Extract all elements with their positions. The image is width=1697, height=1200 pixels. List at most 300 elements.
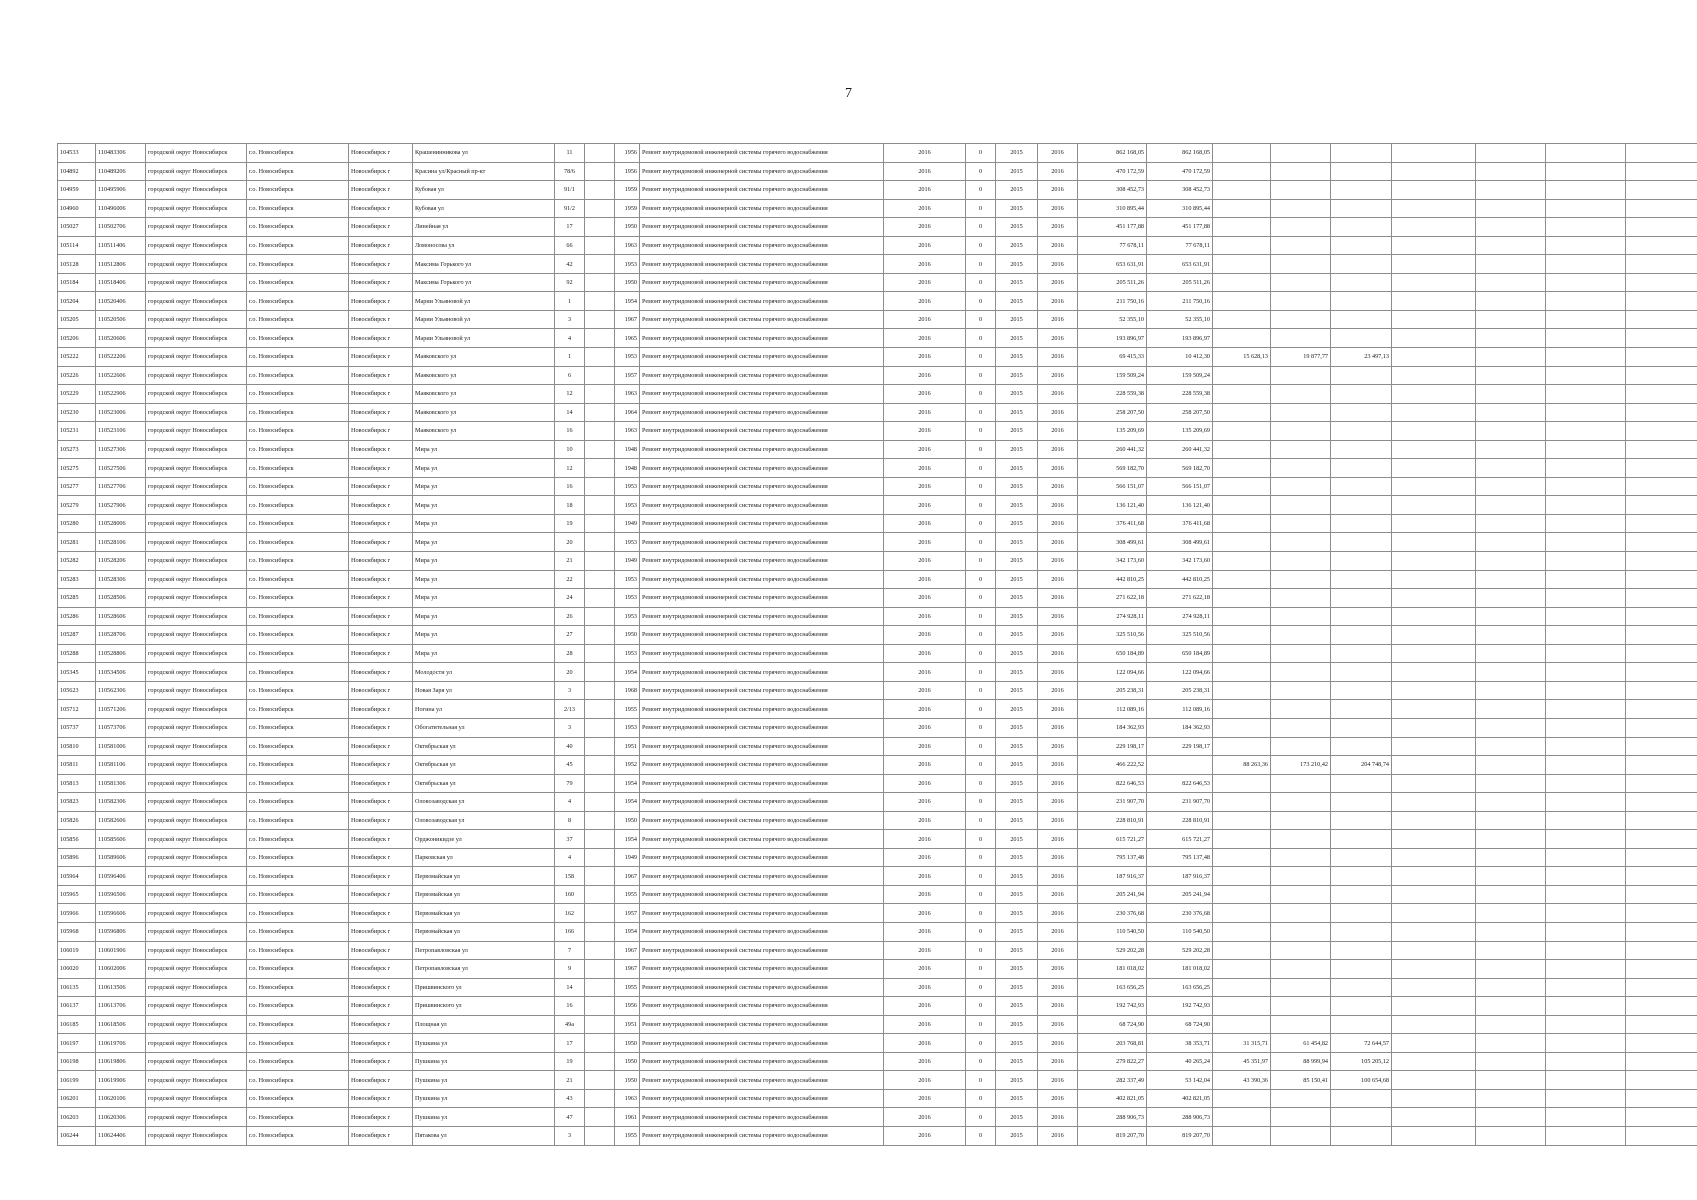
table-cell: городской округ Новосибирск: [146, 663, 247, 682]
table-cell: 14: [555, 403, 585, 422]
table-cell: Новосибирск г: [349, 255, 413, 274]
table-cell: Ремонт внутридомовой инженерной системы горячего водоснабжения: [640, 329, 884, 348]
table-cell: 308 499,61: [1147, 533, 1213, 552]
table-cell: 2016: [1038, 514, 1078, 533]
table-cell: 10: [555, 440, 585, 459]
table-cell: Ремонт внутридомовой инженерной системы горячего водоснабжения: [640, 681, 884, 700]
table-cell: городской округ Новосибирск: [146, 811, 247, 830]
table-cell: 110602006: [96, 960, 146, 979]
table-cell: [1392, 830, 1476, 849]
table-cell: Новосибирск г: [349, 292, 413, 311]
table-cell: [1213, 626, 1271, 645]
table-cell: 110562306: [96, 681, 146, 700]
table-cell: Ремонт внутридомовой инженерной системы горячего водоснабжения: [640, 292, 884, 311]
table-cell: Ремонт внутридомовой инженерной системы горячего водоснабжения: [640, 756, 884, 775]
table-cell: [1392, 440, 1476, 459]
table-cell: Ремонт внутридомовой инженерной системы горячего водоснабжения: [640, 199, 884, 218]
table-cell: 2016: [884, 348, 966, 367]
table-cell: [1476, 1071, 1546, 1090]
table-cell: [1476, 830, 1546, 849]
table-cell: 2015: [996, 1071, 1038, 1090]
table-cell: [1546, 941, 1626, 960]
table-row: [58, 422, 1697, 441]
table-cell: Пушкина ул: [413, 1108, 555, 1127]
table-cell: Новосибирск г: [349, 904, 413, 923]
table-cell: 0: [966, 774, 996, 793]
table-cell: [1331, 589, 1392, 608]
table-cell: 110522206: [96, 348, 146, 367]
table-cell: 104960: [58, 199, 96, 218]
table-row: [58, 718, 1697, 737]
table-cell: 17: [555, 1034, 585, 1053]
table-cell: [1213, 255, 1271, 274]
table-cell: [585, 756, 615, 775]
table-cell: 112 089,16: [1147, 700, 1213, 719]
table-cell: городской округ Новосибирск: [146, 681, 247, 700]
table-cell: [1626, 477, 1697, 496]
table-cell: 653 631,91: [1147, 255, 1213, 274]
table-cell: [1213, 403, 1271, 422]
table-cell: 2016: [1038, 255, 1078, 274]
table-body: [58, 144, 1697, 1146]
table-cell: г.о. Новосибирск: [247, 459, 349, 478]
table-cell: [585, 848, 615, 867]
table-cell: [585, 1034, 615, 1053]
table-cell: [1546, 1052, 1626, 1071]
table-cell: [1546, 403, 1626, 422]
table-cell: [1213, 477, 1271, 496]
table-cell: [1392, 533, 1476, 552]
table-cell: [585, 348, 615, 367]
table-cell: 110620106: [96, 1089, 146, 1108]
table-cell: 1961: [615, 1108, 640, 1127]
table-cell: 308 452,73: [1147, 181, 1213, 200]
table-cell: Новосибирск г: [349, 1089, 413, 1108]
table-cell: Новосибирск г: [349, 403, 413, 422]
table-cell: 23 497,13: [1331, 348, 1392, 367]
table-cell: г.о. Новосибирск: [247, 867, 349, 886]
table-cell: 2016: [1038, 589, 1078, 608]
table-cell: [1331, 811, 1392, 830]
table-cell: [1271, 403, 1331, 422]
table-cell: [1546, 329, 1626, 348]
table-row: [58, 941, 1697, 960]
table-cell: 0: [966, 1034, 996, 1053]
table-cell: 27: [555, 626, 585, 645]
table-cell: [1271, 366, 1331, 385]
table-cell: [1331, 514, 1392, 533]
table-cell: 31 315,71: [1213, 1034, 1271, 1053]
table-cell: [1476, 218, 1546, 237]
table-cell: 72 644,57: [1331, 1034, 1392, 1053]
table-cell: 1949: [615, 848, 640, 867]
table-cell: 110613506: [96, 978, 146, 997]
table-cell: 110527506: [96, 459, 146, 478]
table-cell: [585, 1015, 615, 1034]
table-cell: 2016: [884, 570, 966, 589]
table-cell: г.о. Новосибирск: [247, 997, 349, 1016]
table-cell: Мира ул: [413, 477, 555, 496]
table-cell: 2015: [996, 348, 1038, 367]
table-cell: г.о. Новосибирск: [247, 348, 349, 367]
table-cell: 2016: [1038, 885, 1078, 904]
table-cell: Новосибирск г: [349, 162, 413, 181]
table-row: [58, 514, 1697, 533]
table-cell: 271 622,18: [1147, 589, 1213, 608]
table-cell: [1626, 144, 1697, 163]
table-cell: 106201: [58, 1089, 96, 1108]
table-cell: [1271, 848, 1331, 867]
table-cell: 2015: [996, 181, 1038, 200]
table-cell: [1626, 440, 1697, 459]
table-cell: 2015: [996, 644, 1038, 663]
table-cell: [1271, 422, 1331, 441]
table-cell: Новосибирск г: [349, 273, 413, 292]
table-cell: 2015: [996, 218, 1038, 237]
table-cell: городской округ Новосибирск: [146, 440, 247, 459]
table-cell: 110527306: [96, 440, 146, 459]
table-cell: 122 094,66: [1078, 663, 1147, 682]
table-cell: 0: [966, 533, 996, 552]
table-cell: Октябрьская ул: [413, 737, 555, 756]
table-cell: [1626, 348, 1697, 367]
table-cell: [1213, 885, 1271, 904]
table-row: [58, 663, 1697, 682]
table-cell: [1271, 292, 1331, 311]
table-cell: 271 622,18: [1078, 589, 1147, 608]
table-cell: Новосибирск г: [349, 681, 413, 700]
table-cell: 2016: [1038, 830, 1078, 849]
table-cell: 0: [966, 960, 996, 979]
table-cell: [1392, 1071, 1476, 1090]
table-cell: 2016: [884, 199, 966, 218]
table-cell: г.о. Новосибирск: [247, 255, 349, 274]
table-cell: [585, 552, 615, 571]
table-cell: 205 511,26: [1147, 273, 1213, 292]
table-cell: [1546, 144, 1626, 163]
table-cell: Ремонт внутридомовой инженерной системы горячего водоснабжения: [640, 144, 884, 163]
table-cell: Октябрьская ул: [413, 756, 555, 775]
table-cell: [1271, 997, 1331, 1016]
table-cell: Обогатительная ул: [413, 718, 555, 737]
table-cell: [1626, 811, 1697, 830]
table-cell: [1213, 570, 1271, 589]
table-cell: [1271, 681, 1331, 700]
table-cell: 1: [555, 348, 585, 367]
table-cell: [1271, 793, 1331, 812]
table-cell: Новосибирск г: [349, 737, 413, 756]
table-row: [58, 533, 1697, 552]
table-cell: 282 337,49: [1078, 1071, 1147, 1090]
table-cell: 2015: [996, 236, 1038, 255]
table-cell: 376 411,68: [1078, 514, 1147, 533]
table-cell: 187 916,37: [1147, 867, 1213, 886]
table-cell: 819 207,70: [1078, 1126, 1147, 1145]
table-cell: Пушкина ул: [413, 1071, 555, 1090]
table-cell: городской округ Новосибирск: [146, 1034, 247, 1053]
table-cell: 105205: [58, 310, 96, 329]
table-cell: [1626, 422, 1697, 441]
table-cell: 104533: [58, 144, 96, 163]
table-cell: 2015: [996, 440, 1038, 459]
table-cell: [585, 310, 615, 329]
table-cell: [1271, 440, 1331, 459]
table-cell: 2015: [996, 310, 1038, 329]
table-cell: 106137: [58, 997, 96, 1016]
table-cell: Новосибирск г: [349, 960, 413, 979]
table-row: [58, 1052, 1697, 1071]
table-cell: 2016: [1038, 718, 1078, 737]
table-cell: 1953: [615, 348, 640, 367]
table-cell: [1392, 644, 1476, 663]
table-cell: г.о. Новосибирск: [247, 848, 349, 867]
table-cell: 110624406: [96, 1126, 146, 1145]
table-cell: [1626, 514, 1697, 533]
table-row: [58, 885, 1697, 904]
table-cell: [1331, 255, 1392, 274]
table-cell: 2016: [884, 1089, 966, 1108]
table-cell: Новосибирск г: [349, 885, 413, 904]
table-cell: 2015: [996, 885, 1038, 904]
table-cell: г.о. Новосибирск: [247, 941, 349, 960]
table-cell: [1331, 403, 1392, 422]
table-row: [58, 144, 1697, 163]
table-cell: 1963: [615, 236, 640, 255]
table-cell: Максима Горького ул: [413, 273, 555, 292]
table-cell: Ремонт внутридомовой инженерной системы горячего водоснабжения: [640, 589, 884, 608]
table-cell: 106199: [58, 1071, 96, 1090]
table-cell: 228 810,91: [1147, 811, 1213, 830]
table-cell: Ремонт внутридомовой инженерной системы горячего водоснабжения: [640, 904, 884, 923]
table-cell: 2016: [884, 756, 966, 775]
table-cell: Ремонт внутридомовой инженерной системы горячего водоснабжения: [640, 552, 884, 571]
table-row: [58, 626, 1697, 645]
table-cell: 205 241,94: [1078, 885, 1147, 904]
table-cell: 0: [966, 830, 996, 849]
table-cell: 0: [966, 477, 996, 496]
table-cell: [1392, 848, 1476, 867]
table-cell: 2016: [884, 978, 966, 997]
table-cell: Ремонт внутридомовой инженерной системы горячего водоснабжения: [640, 811, 884, 830]
table-cell: 0: [966, 570, 996, 589]
table-cell: 110619806: [96, 1052, 146, 1071]
table-cell: Марии Ульяновой ул: [413, 329, 555, 348]
table-cell: [1271, 181, 1331, 200]
table-cell: [1626, 273, 1697, 292]
table-cell: [1213, 310, 1271, 329]
table-cell: Первомайская ул: [413, 922, 555, 941]
table-cell: [1476, 514, 1546, 533]
table-cell: [1476, 1108, 1546, 1127]
table-cell: Мира ул: [413, 644, 555, 663]
table-cell: Ремонт внутридомовой инженерной системы горячего водоснабжения: [640, 737, 884, 756]
table-cell: [1213, 292, 1271, 311]
table-cell: 1950: [615, 273, 640, 292]
table-cell: 0: [966, 292, 996, 311]
table-cell: 376 411,68: [1147, 514, 1213, 533]
table-cell: [1392, 718, 1476, 737]
table-cell: [1626, 496, 1697, 515]
table-cell: г.о. Новосибирск: [247, 440, 349, 459]
table-cell: Маяковского ул: [413, 403, 555, 422]
table-cell: 1956: [615, 144, 640, 163]
table-cell: 0: [966, 329, 996, 348]
table-cell: [1271, 885, 1331, 904]
table-cell: городской округ Новосибирск: [146, 162, 247, 181]
table-cell: [1476, 589, 1546, 608]
table-cell: Мира ул: [413, 496, 555, 515]
table-cell: 105896: [58, 848, 96, 867]
table-row: [58, 162, 1697, 181]
table-cell: 110527906: [96, 496, 146, 515]
table-cell: 2016: [884, 941, 966, 960]
table-cell: 38 353,71: [1147, 1034, 1213, 1053]
table-cell: 2016: [884, 700, 966, 719]
table-cell: 2015: [996, 144, 1038, 163]
table-cell: [1476, 663, 1546, 682]
table-cell: городской округ Новосибирск: [146, 477, 247, 496]
table-cell: [1392, 255, 1476, 274]
table-cell: [585, 922, 615, 941]
table-cell: [1546, 255, 1626, 274]
table-cell: 106197: [58, 1034, 96, 1053]
table-cell: 12: [555, 459, 585, 478]
table-cell: [585, 514, 615, 533]
table-cell: г.о. Новосибирск: [247, 1071, 349, 1090]
table-cell: [1546, 236, 1626, 255]
table-cell: 1955: [615, 1126, 640, 1145]
table-cell: [1626, 756, 1697, 775]
table-cell: 0: [966, 848, 996, 867]
table-cell: 105273: [58, 440, 96, 459]
table-cell: [1331, 904, 1392, 923]
table-cell: [1271, 273, 1331, 292]
table-cell: городской округ Новосибирск: [146, 885, 247, 904]
table-row: [58, 793, 1697, 812]
table-cell: 2015: [996, 403, 1038, 422]
table-cell: 342 173,60: [1078, 552, 1147, 571]
table-cell: [585, 885, 615, 904]
table-cell: 204 748,74: [1331, 756, 1392, 775]
table-cell: [1476, 700, 1546, 719]
table-cell: Новосибирск г: [349, 181, 413, 200]
table-cell: [1546, 793, 1626, 812]
table-cell: 0: [966, 1089, 996, 1108]
table-cell: [1392, 681, 1476, 700]
table-cell: [1147, 756, 1213, 775]
table-cell: [1626, 885, 1697, 904]
table-cell: [1626, 644, 1697, 663]
table-cell: Ремонт внутридомовой инженерной системы горячего водоснабжения: [640, 459, 884, 478]
table-cell: 2016: [884, 607, 966, 626]
table-cell: 2015: [996, 997, 1038, 1016]
table-cell: 162: [555, 904, 585, 923]
table-cell: 2016: [884, 644, 966, 663]
table-cell: 0: [966, 218, 996, 237]
table-cell: 105281: [58, 533, 96, 552]
table-cell: [1546, 644, 1626, 663]
table-cell: [585, 607, 615, 626]
table-cell: Ногина ул: [413, 700, 555, 719]
table-cell: 2016: [1038, 978, 1078, 997]
table-cell: 442 810,25: [1078, 570, 1147, 589]
table-cell: [585, 1052, 615, 1071]
table-cell: 105114: [58, 236, 96, 255]
table-cell: [1392, 385, 1476, 404]
table-cell: 2016: [884, 626, 966, 645]
table-cell: 173 210,42: [1271, 756, 1331, 775]
table-row: [58, 867, 1697, 886]
table-cell: 2015: [996, 867, 1038, 886]
table-cell: г.о. Новосибирск: [247, 385, 349, 404]
table-cell: 1948: [615, 440, 640, 459]
table-cell: г.о. Новосибирск: [247, 496, 349, 515]
table-cell: 110585606: [96, 830, 146, 849]
table-cell: 106185: [58, 1015, 96, 1034]
table-cell: 0: [966, 366, 996, 385]
table-cell: 2015: [996, 533, 1038, 552]
table-cell: 1950: [615, 1052, 640, 1071]
table-row: [58, 811, 1697, 830]
table-cell: Новосибирск г: [349, 718, 413, 737]
table-cell: Ремонт внутридомовой инженерной системы горячего водоснабжения: [640, 273, 884, 292]
table-cell: 105813: [58, 774, 96, 793]
table-cell: Новосибирск г: [349, 774, 413, 793]
table-cell: [1392, 1108, 1476, 1127]
table-cell: 566 151,07: [1147, 477, 1213, 496]
table-cell: [1476, 403, 1546, 422]
table-cell: 0: [966, 181, 996, 200]
table-cell: [1392, 774, 1476, 793]
table-cell: 105222: [58, 348, 96, 367]
table-cell: 110534506: [96, 663, 146, 682]
table-cell: [1331, 718, 1392, 737]
table-cell: [1213, 552, 1271, 571]
table-cell: Мира ул: [413, 626, 555, 645]
table-cell: Маяковского ул: [413, 422, 555, 441]
table-cell: г.о. Новосибирск: [247, 273, 349, 292]
table-cell: 2016: [1038, 960, 1078, 979]
table-cell: Ремонт внутридомовой инженерной системы горячего водоснабжения: [640, 533, 884, 552]
table-cell: [1546, 199, 1626, 218]
table-cell: [1271, 329, 1331, 348]
table-cell: 79: [555, 774, 585, 793]
table-cell: [1331, 292, 1392, 311]
table-cell: [1546, 552, 1626, 571]
table-cell: 1953: [615, 718, 640, 737]
table-cell: 69 415,33: [1078, 348, 1147, 367]
table-cell: [1331, 477, 1392, 496]
table-cell: Ремонт внутридомовой инженерной системы горячего водоснабжения: [640, 1034, 884, 1053]
table-cell: Площная ул: [413, 1015, 555, 1034]
table-cell: [585, 329, 615, 348]
table-cell: 105285: [58, 589, 96, 608]
table-cell: г.о. Новосибирск: [247, 737, 349, 756]
table-cell: 0: [966, 552, 996, 571]
table-cell: г.о. Новосибирск: [247, 292, 349, 311]
table-cell: 2016: [884, 1108, 966, 1127]
table-cell: г.о. Новосибирск: [247, 329, 349, 348]
table-cell: [1476, 292, 1546, 311]
table-cell: 21: [555, 552, 585, 571]
table-cell: [1271, 978, 1331, 997]
table-cell: 2016: [1038, 477, 1078, 496]
table-cell: Пятакова ул: [413, 1126, 555, 1145]
table-cell: 6: [555, 366, 585, 385]
table-cell: г.о. Новосибирск: [247, 922, 349, 941]
table-cell: г.о. Новосибирск: [247, 626, 349, 645]
table-cell: Ремонт внутридомовой инженерной системы горячего водоснабжения: [640, 1052, 884, 1071]
